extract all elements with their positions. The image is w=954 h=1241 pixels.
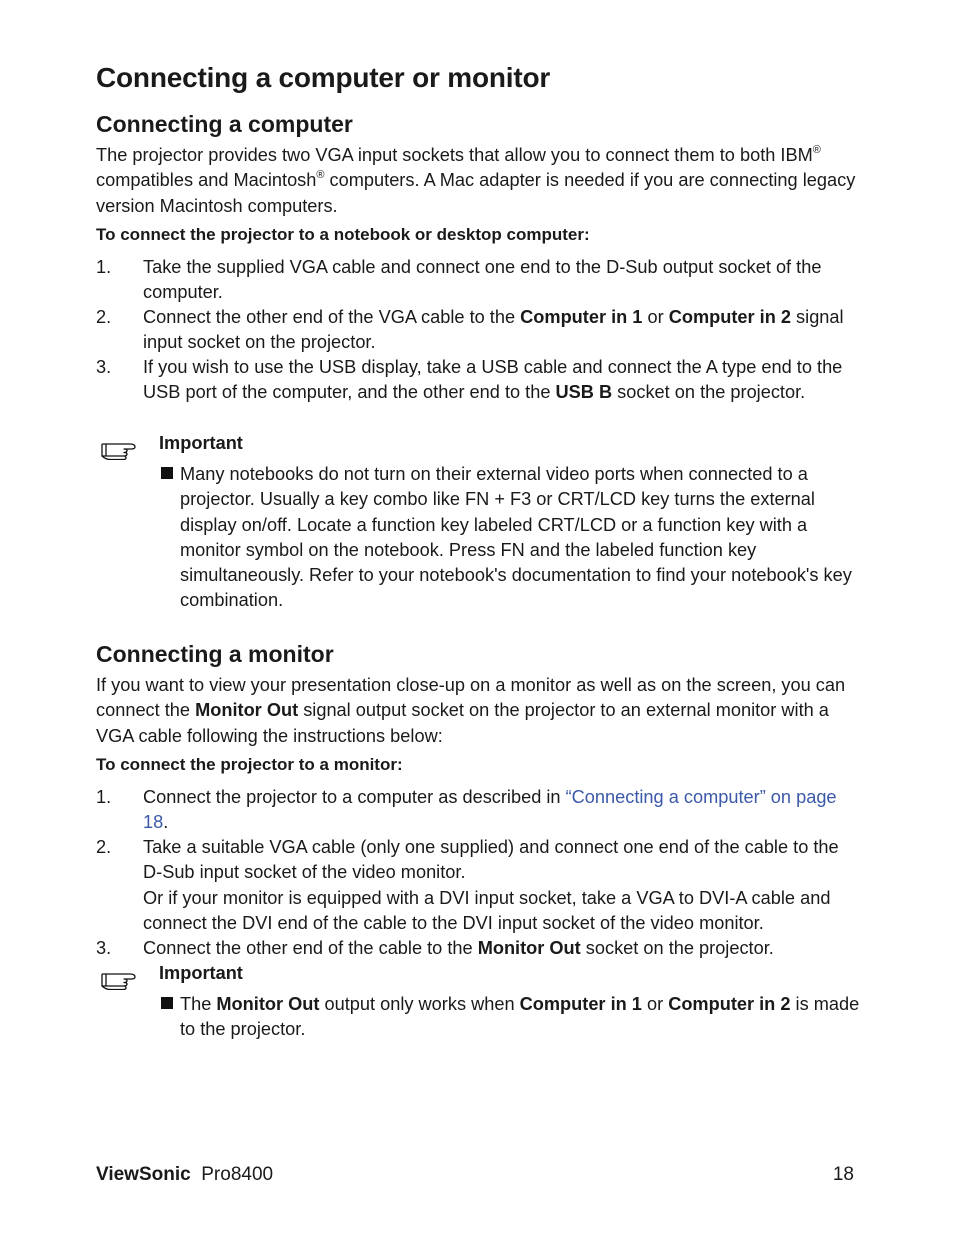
step-number: 1.	[96, 257, 112, 277]
step-number: 3.	[96, 357, 112, 377]
section-heading-monitor: Connecting a monitor	[96, 641, 334, 667]
step-number: 1.	[96, 787, 112, 807]
monitor-step-1: Connect the projector to a computer as described in “Connecting a computer” on page 18.	[143, 787, 837, 833]
cross-reference-link[interactable]: “Connecting a computer” on page 18	[143, 787, 837, 833]
footer-brand: ViewSonic Pro8400	[96, 1164, 274, 1185]
monitor-step-2: Take a suitable VGA cable (only one supplied) and connect one end of the cable to the D-Sub input socket of the video monitor. Or if your monitor is equipped with a DVI input socket, take a VGA to DVI-A cable and connect the DVI end of the cable to the DVI input socket of the video monitor.	[143, 837, 839, 933]
computer-step-3: If you wish to use the USB display, take a USB cable and connect the A type end to the USB port of the computer, and the other end to the USB B socket on the projector.	[143, 357, 843, 403]
section-heading-computer: Connecting a computer	[96, 111, 353, 137]
monitor-intro-paragraph: If you want to view your presentation close-up on a monitor as well as on the screen, you can connect the Monitor Out signal output socket on the projector to an external monitor with a VGA cable following the instructions below:	[96, 675, 846, 746]
pointing-hand-icon	[100, 966, 140, 990]
computer-step-1: Take the supplied VGA cable and connect one end to the D-Sub output socket of the computer.	[143, 257, 822, 303]
pointing-hand-icon	[100, 436, 140, 460]
computer-steps-lead: To connect the projector to a notebook or desktop computer:	[96, 225, 590, 244]
page-title: Connecting a computer or monitor	[96, 62, 551, 93]
computer-step-2: Connect the other end of the VGA cable to the Computer in 1 or Computer in 2 signal input socket on the projector.	[143, 307, 844, 353]
note-title: Important	[159, 963, 243, 983]
step-number: 2.	[96, 307, 112, 327]
note-title: Important	[159, 433, 243, 453]
page-number: 18	[832, 1164, 854, 1185]
step-number: 3.	[96, 938, 112, 958]
computer-intro-paragraph: The projector provides two VGA input sockets that allow you to connect them to both IBM® compatibles and Macintosh® computers. A Mac adapter is needed if you are connecting legacy version Macintosh computers.	[96, 143, 856, 216]
monitor-steps-lead: To connect the projector to a monitor:	[96, 755, 403, 774]
computer-note-text: Many notebooks do not turn on their external video ports when connected to a projector. Usually a key combo like FN + F3 or CRT/LCD key turns the external display on/off. Locate a function key labeled CRT/LCD or a function key with a monitor symbol on the notebook. Press FN and the labeled function key simultaneously. Refer to your notebook's documentation to find your notebook's key combination.	[180, 464, 852, 611]
bullet-square	[161, 997, 173, 1009]
monitor-note-text: The Monitor Out output only works when Computer in 1 or Computer in 2 is made to the projector.	[180, 994, 860, 1040]
monitor-step-3: Connect the other end of the cable to the Monitor Out socket on the projector.	[143, 938, 774, 958]
step-number: 2.	[96, 837, 112, 857]
bullet-square	[161, 467, 173, 479]
